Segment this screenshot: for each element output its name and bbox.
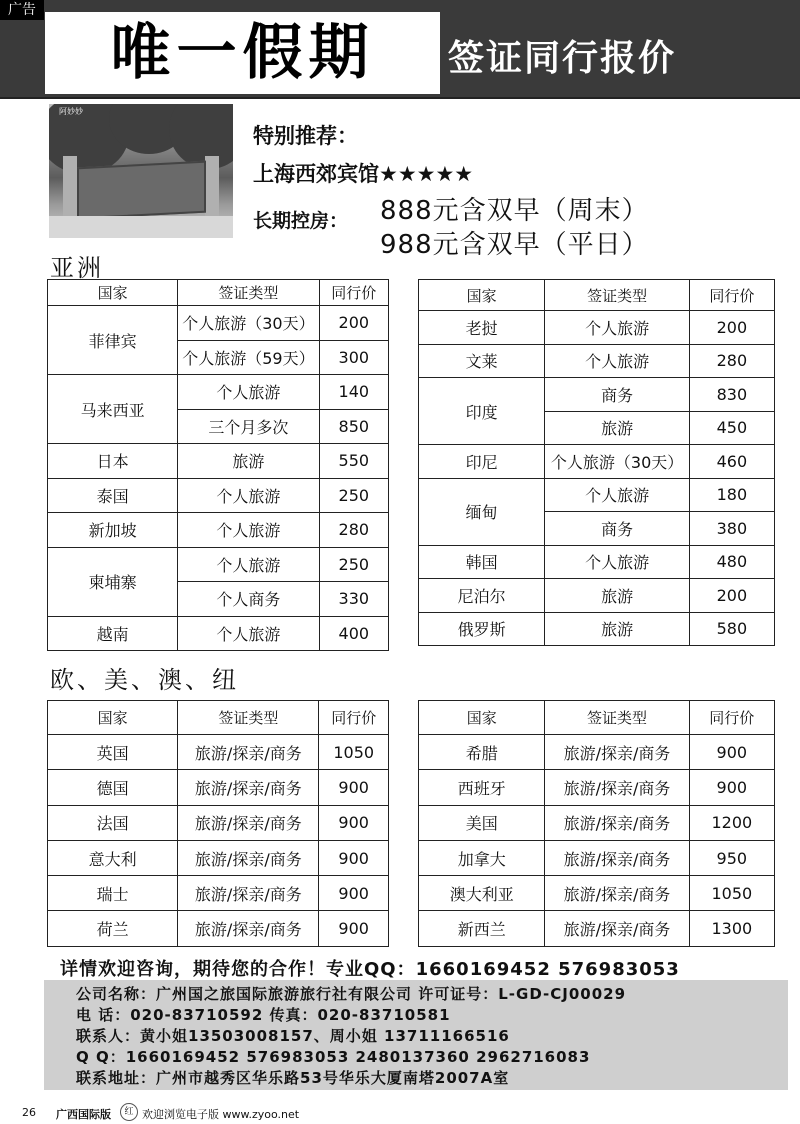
visa-type-cell: 商务 <box>545 512 689 546</box>
visa-type-cell: 三个月多次 <box>178 409 319 444</box>
price-cell: 830 <box>689 378 774 412</box>
table-row <box>48 306 389 341</box>
price-cell: 200 <box>319 306 388 341</box>
visa-type-cell: 个人旅游 <box>178 513 319 548</box>
visa-type-cell: 个人旅游 <box>545 344 689 378</box>
visa-type-cell: 旅游 <box>545 579 689 613</box>
price-cell: 950 <box>689 840 774 875</box>
visa-type-cell: 旅游 <box>178 444 319 479</box>
price-cell: 1300 <box>689 911 774 946</box>
country-cell: 美国 <box>419 805 545 840</box>
column-header: 国家 <box>419 280 545 311</box>
edition-name: 广西国际版 <box>56 1108 111 1121</box>
column-header: 国家 <box>48 280 178 306</box>
company-address: 联系地址：广州市越秀区华乐路53号华乐大厦南塔2007A室 <box>76 1069 510 1087</box>
price-weekend: 888元含双早（周末） <box>380 196 649 226</box>
brand-title: 唯一假期 <box>45 12 440 94</box>
table-row <box>419 545 775 579</box>
table-row <box>48 770 389 805</box>
column-header: 同行价 <box>689 280 774 311</box>
visa-type-cell: 旅游/探亲/商务 <box>545 805 689 840</box>
asia-table-left <box>47 279 389 651</box>
price-cell: 140 <box>319 375 388 410</box>
visa-type-cell: 旅游/探亲/商务 <box>178 876 319 911</box>
section-asia: 亚洲 <box>50 254 104 282</box>
visa-type-cell: 个人旅游 <box>545 311 689 345</box>
price-cell: 900 <box>319 840 389 875</box>
visa-type-cell: 个人旅游 <box>178 616 319 651</box>
hotel-photo <box>49 104 233 238</box>
brand-subtitle: 签证同行报价 <box>448 38 677 79</box>
visa-type-cell: 旅游 <box>545 612 689 646</box>
table-row <box>48 547 389 582</box>
price-cell: 900 <box>319 911 389 946</box>
price-cell: 900 <box>319 770 389 805</box>
table-row <box>48 616 389 651</box>
visa-type-cell: 个人旅游 <box>545 478 689 512</box>
recommend-hotel: 上海西郊宾馆★★★★★ <box>253 162 474 186</box>
price-cell: 480 <box>689 545 774 579</box>
country-cell: 泰国 <box>48 478 178 513</box>
country-cell: 马来西亚 <box>48 375 178 444</box>
column-header: 同行价 <box>319 280 388 306</box>
country-cell: 柬埔寨 <box>48 547 178 616</box>
visa-type-cell: 个人旅游 <box>178 478 319 513</box>
price-cell: 1050 <box>689 876 774 911</box>
country-cell: 日本 <box>48 444 178 479</box>
euro-table-right <box>418 700 775 947</box>
badge-icon: 红 <box>120 1103 138 1121</box>
table-row <box>48 478 389 513</box>
price-cell: 300 <box>319 340 388 375</box>
price-cell: 900 <box>319 876 389 911</box>
price-cell: 380 <box>689 512 774 546</box>
visa-type-cell: 个人旅游（30天） <box>178 306 319 341</box>
visa-type-cell: 旅游/探亲/商务 <box>178 911 319 946</box>
country-cell: 缅甸 <box>419 478 545 545</box>
price-cell: 250 <box>319 547 388 582</box>
header-banner <box>0 0 800 99</box>
website-note: 欢迎浏览电子版 www.zyoo.net <box>142 1108 300 1121</box>
price-cell: 900 <box>319 805 389 840</box>
price-cell: 460 <box>689 445 774 479</box>
table-row <box>419 378 775 412</box>
country-cell: 瑞士 <box>48 876 178 911</box>
price-cell: 200 <box>689 579 774 613</box>
visa-type-cell: 旅游/探亲/商务 <box>545 876 689 911</box>
price-cell: 1050 <box>319 735 389 770</box>
euro-table-left <box>47 700 389 947</box>
section-euro: 欧、美、澳、纽 <box>50 666 239 694</box>
country-cell: 荷兰 <box>48 911 178 946</box>
price-cell: 580 <box>689 612 774 646</box>
table-row <box>48 444 389 479</box>
recommend-label: 特别推荐： <box>253 124 358 148</box>
price-cell: 180 <box>689 478 774 512</box>
visa-type-cell: 旅游/探亲/商务 <box>178 770 319 805</box>
price-cell: 900 <box>689 735 774 770</box>
visa-type-cell: 个人旅游 <box>178 375 319 410</box>
price-weekday: 988元含双早（平日） <box>380 230 649 260</box>
price-cell: 550 <box>319 444 388 479</box>
visa-type-cell: 旅游/探亲/商务 <box>545 840 689 875</box>
price-cell: 900 <box>689 770 774 805</box>
ad-tag: 广告 <box>0 0 44 20</box>
table-row <box>419 876 775 911</box>
visa-type-cell: 旅游 <box>545 411 689 445</box>
table-row <box>48 513 389 548</box>
footer <box>0 1100 800 1124</box>
price-cell: 280 <box>319 513 388 548</box>
country-cell: 韩国 <box>419 545 545 579</box>
visa-type-cell: 旅游/探亲/商务 <box>545 911 689 946</box>
price-cell: 1200 <box>689 805 774 840</box>
visa-type-cell: 旅游/探亲/商务 <box>178 805 319 840</box>
tree-shape <box>169 104 233 169</box>
photo-watermark: 阿妙妙 <box>59 107 83 116</box>
price-cell: 280 <box>689 344 774 378</box>
table-row <box>48 876 389 911</box>
country-cell: 德国 <box>48 770 178 805</box>
visa-type-cell: 个人旅游（59天） <box>178 340 319 375</box>
table-row <box>48 840 389 875</box>
table-row <box>419 445 775 479</box>
country-cell: 澳大利亚 <box>419 876 545 911</box>
country-cell: 越南 <box>48 616 178 651</box>
country-cell: 新加坡 <box>48 513 178 548</box>
column-header: 签证类型 <box>545 280 689 311</box>
country-cell: 西班牙 <box>419 770 545 805</box>
country-cell: 新西兰 <box>419 911 545 946</box>
visa-type-cell: 个人商务 <box>178 582 319 617</box>
table-row <box>419 840 775 875</box>
table-row <box>48 805 389 840</box>
country-cell: 菲律宾 <box>48 306 178 375</box>
table-row <box>419 612 775 646</box>
visa-type-cell: 旅游/探亲/商务 <box>178 840 319 875</box>
gate-pillar <box>205 156 219 218</box>
visa-type-cell: 个人旅游 <box>178 547 319 582</box>
long-term-label: 长期控房： <box>253 210 349 232</box>
country-cell: 法国 <box>48 805 178 840</box>
price-cell: 200 <box>689 311 774 345</box>
visa-type-cell: 旅游/探亲/商务 <box>545 735 689 770</box>
visa-type-cell: 旅游/探亲/商务 <box>545 770 689 805</box>
column-header: 同行价 <box>689 701 774 735</box>
table-row <box>48 375 389 410</box>
company-name: 公司名称：广州国之旅国际旅游旅行社有限公司 许可证号：L-GD-CJ00029 <box>76 985 627 1003</box>
table-row <box>419 478 775 512</box>
country-cell: 尼泊尔 <box>419 579 545 613</box>
visa-type-cell: 个人旅游 <box>545 545 689 579</box>
table-row <box>48 911 389 946</box>
country-cell: 印尼 <box>419 445 545 479</box>
table-row <box>419 579 775 613</box>
column-header: 同行价 <box>319 701 389 735</box>
price-cell: 450 <box>689 411 774 445</box>
country-cell: 老挝 <box>419 311 545 345</box>
company-phone: 电 话：020-83710592 传真：020-83710581 <box>76 1006 451 1024</box>
hotel-sign <box>77 161 206 220</box>
column-header: 签证类型 <box>178 701 319 735</box>
table-row <box>419 911 775 946</box>
price-cell: 330 <box>319 582 388 617</box>
table-row <box>419 805 775 840</box>
country-cell: 希腊 <box>419 735 545 770</box>
visa-type-cell: 个人旅游（30天） <box>545 445 689 479</box>
consult-line: 详情欢迎咨询，期待您的合作！专业QQ：1660169452 576983053 <box>60 959 680 980</box>
price-cell: 400 <box>319 616 388 651</box>
company-qq: Q Q：1660169452 576983053 2480137360 2962716083 <box>76 1048 591 1066</box>
table-row <box>419 770 775 805</box>
country-cell: 文莱 <box>419 344 545 378</box>
table-row <box>48 735 389 770</box>
visa-type-cell: 商务 <box>545 378 689 412</box>
page-number: 26 <box>22 1106 36 1119</box>
visa-type-cell: 旅游/探亲/商务 <box>178 735 319 770</box>
column-header: 国家 <box>48 701 178 735</box>
column-header: 国家 <box>419 701 545 735</box>
column-header: 签证类型 <box>545 701 689 735</box>
company-contact-person: 联系人：黄小姐13503008157、周小姐 13711166516 <box>76 1027 510 1045</box>
country-cell: 意大利 <box>48 840 178 875</box>
company-info-box <box>44 980 788 1090</box>
country-cell: 俄罗斯 <box>419 612 545 646</box>
column-header: 签证类型 <box>178 280 319 306</box>
asia-table-right <box>418 279 775 646</box>
price-cell: 850 <box>319 409 388 444</box>
table-row <box>419 344 775 378</box>
table-row <box>419 311 775 345</box>
country-cell: 英国 <box>48 735 178 770</box>
ground <box>49 216 233 238</box>
table-row <box>419 735 775 770</box>
country-cell: 印度 <box>419 378 545 445</box>
gate-pillar <box>63 156 77 218</box>
country-cell: 加拿大 <box>419 840 545 875</box>
price-cell: 250 <box>319 478 388 513</box>
